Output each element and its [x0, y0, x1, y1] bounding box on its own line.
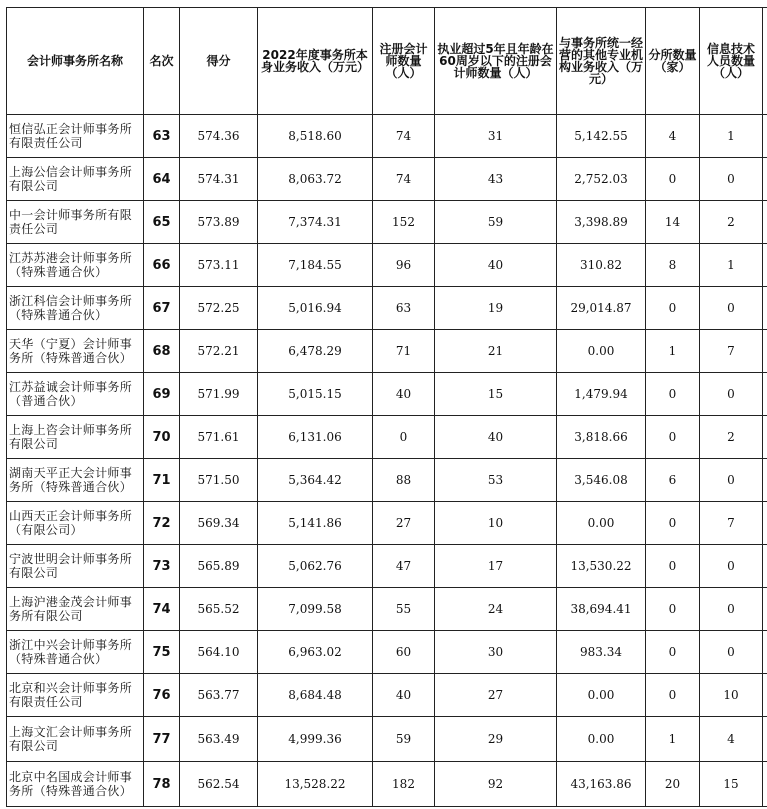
other-revenue-cell: 43,163.86: [557, 762, 646, 807]
firm-name-cell: 北京和兴会计师事务所有限责任公司: [7, 674, 144, 717]
firm-name-cell: 江苏益诚会计师事务所（普通合伙）: [7, 373, 144, 416]
cpa-count-cell: 152: [373, 201, 435, 244]
score-cell: 571.50: [180, 459, 258, 502]
senior-cpa-count-cell: 15: [435, 373, 557, 416]
senior-cpa-count-cell: 31: [435, 115, 557, 158]
cpa-count-cell: 182: [373, 762, 435, 807]
other-revenue-cell: 29,014.87: [557, 287, 646, 330]
score-cell: 574.31: [180, 158, 258, 201]
revenue-cell: 7,374.31: [258, 201, 373, 244]
other-revenue-cell: 3,818.66: [557, 416, 646, 459]
revenue-cell: 6,478.29: [258, 330, 373, 373]
score-cell: 574.36: [180, 115, 258, 158]
cpa-count-cell: 63: [373, 287, 435, 330]
col-header-rank: 名次: [144, 8, 180, 115]
score-cell: 571.61: [180, 416, 258, 459]
revenue-cell: 5,364.42: [258, 459, 373, 502]
revenue-cell: 5,016.94: [258, 287, 373, 330]
ranking-table: [6, 7, 767, 807]
truncated-cell: [763, 717, 767, 762]
other-revenue-cell: 3,546.08: [557, 459, 646, 502]
col-header-truncated: [763, 8, 767, 115]
rank-cell: 70: [144, 416, 180, 459]
it-staff-cell: 15: [700, 762, 763, 807]
firm-name-cell: 上海文汇会计师事务所有限公司: [7, 717, 144, 762]
branch-count-cell: 4: [646, 115, 700, 158]
other-revenue-cell: 0.00: [557, 502, 646, 545]
firm-name-cell: 浙江中兴会计师事务所（特殊普通合伙）: [7, 631, 144, 674]
table-row: [7, 373, 767, 416]
rank-cell: 76: [144, 674, 180, 717]
score-cell: 563.77: [180, 674, 258, 717]
score-cell: 564.10: [180, 631, 258, 674]
cpa-count-cell: 88: [373, 459, 435, 502]
score-cell: 565.89: [180, 545, 258, 588]
col-header-senior-cpa-count: 执业超过5年且年龄在60周岁以下的注册会计师数量（人）: [435, 8, 557, 115]
cpa-count-cell: 27: [373, 502, 435, 545]
truncated-cell: [763, 588, 767, 631]
rank-cell: 72: [144, 502, 180, 545]
rank-cell: 71: [144, 459, 180, 502]
revenue-cell: 8,063.72: [258, 158, 373, 201]
table-row: [7, 158, 767, 201]
senior-cpa-count-cell: 21: [435, 330, 557, 373]
rank-cell: 78: [144, 762, 180, 807]
truncated-cell: [763, 287, 767, 330]
branch-count-cell: 8: [646, 244, 700, 287]
revenue-cell: 5,015.15: [258, 373, 373, 416]
truncated-cell: [763, 330, 767, 373]
table-row: [7, 674, 767, 717]
branch-count-cell: 0: [646, 545, 700, 588]
other-revenue-cell: 0.00: [557, 330, 646, 373]
table-row: [7, 115, 767, 158]
truncated-cell: [763, 502, 767, 545]
it-staff-cell: 0: [700, 158, 763, 201]
col-header-score: 得分: [180, 8, 258, 115]
table-body: [7, 115, 767, 807]
col-header-other-revenue: 与事务所统一经营的其他专业机构业务收入（万元）: [557, 8, 646, 115]
senior-cpa-count-cell: 59: [435, 201, 557, 244]
it-staff-cell: 7: [700, 502, 763, 545]
rank-cell: 77: [144, 717, 180, 762]
table-row: [7, 631, 767, 674]
senior-cpa-count-cell: 92: [435, 762, 557, 807]
score-cell: 571.99: [180, 373, 258, 416]
branch-count-cell: 1: [646, 717, 700, 762]
it-staff-cell: 0: [700, 459, 763, 502]
it-staff-cell: 0: [700, 631, 763, 674]
rank-cell: 73: [144, 545, 180, 588]
senior-cpa-count-cell: 40: [435, 416, 557, 459]
branch-count-cell: 14: [646, 201, 700, 244]
score-cell: 572.25: [180, 287, 258, 330]
table-row: [7, 762, 767, 807]
table-row: [7, 287, 767, 330]
senior-cpa-count-cell: 43: [435, 158, 557, 201]
firm-name-cell: 上海上咨会计师事务所有限公司: [7, 416, 144, 459]
firm-name-cell: 北京中名国成会计师事务所（特殊普通合伙）: [7, 762, 144, 807]
other-revenue-cell: 3,398.89: [557, 201, 646, 244]
other-revenue-cell: 38,694.41: [557, 588, 646, 631]
it-staff-cell: 4: [700, 717, 763, 762]
branch-count-cell: 1: [646, 330, 700, 373]
rank-cell: 69: [144, 373, 180, 416]
revenue-cell: 6,963.02: [258, 631, 373, 674]
score-cell: 565.52: [180, 588, 258, 631]
other-revenue-cell: 5,142.55: [557, 115, 646, 158]
senior-cpa-count-cell: 30: [435, 631, 557, 674]
cpa-count-cell: 60: [373, 631, 435, 674]
col-header-cpa-count: 注册会计师数量（人）: [373, 8, 435, 115]
col-header-it-staff: 信息技术人员数量（人）: [700, 8, 763, 115]
rank-cell: 68: [144, 330, 180, 373]
branch-count-cell: 0: [646, 674, 700, 717]
rank-cell: 67: [144, 287, 180, 330]
it-staff-cell: 1: [700, 244, 763, 287]
truncated-cell: [763, 762, 767, 807]
cpa-count-cell: 40: [373, 373, 435, 416]
revenue-cell: 8,518.60: [258, 115, 373, 158]
other-revenue-cell: 0.00: [557, 674, 646, 717]
firm-name-cell: 上海沪港金茂会计师事务所有限公司: [7, 588, 144, 631]
truncated-cell: [763, 631, 767, 674]
firm-name-cell: 宁波世明会计师事务所有限公司: [7, 545, 144, 588]
branch-count-cell: 0: [646, 287, 700, 330]
table-row: [7, 330, 767, 373]
branch-count-cell: 0: [646, 588, 700, 631]
table-row: [7, 244, 767, 287]
table-row: [7, 416, 767, 459]
it-staff-cell: 2: [700, 201, 763, 244]
rank-cell: 63: [144, 115, 180, 158]
senior-cpa-count-cell: 53: [435, 459, 557, 502]
header-row: [7, 8, 767, 115]
revenue-cell: 5,141.86: [258, 502, 373, 545]
table-row: [7, 588, 767, 631]
it-staff-cell: 0: [700, 545, 763, 588]
score-cell: 573.11: [180, 244, 258, 287]
cpa-count-cell: 40: [373, 674, 435, 717]
revenue-cell: 5,062.76: [258, 545, 373, 588]
score-cell: 562.54: [180, 762, 258, 807]
revenue-cell: 6,131.06: [258, 416, 373, 459]
it-staff-cell: 10: [700, 674, 763, 717]
branch-count-cell: 6: [646, 459, 700, 502]
it-staff-cell: 2: [700, 416, 763, 459]
table-row: [7, 459, 767, 502]
senior-cpa-count-cell: 24: [435, 588, 557, 631]
cpa-count-cell: 47: [373, 545, 435, 588]
rank-cell: 74: [144, 588, 180, 631]
truncated-cell: [763, 201, 767, 244]
score-cell: 569.34: [180, 502, 258, 545]
firm-name-cell: 中一会计师事务所有限责任公司: [7, 201, 144, 244]
rank-cell: 75: [144, 631, 180, 674]
senior-cpa-count-cell: 19: [435, 287, 557, 330]
it-staff-cell: 1: [700, 115, 763, 158]
table-row: [7, 545, 767, 588]
truncated-cell: [763, 115, 767, 158]
cpa-count-cell: 74: [373, 158, 435, 201]
score-cell: 572.21: [180, 330, 258, 373]
truncated-cell: [763, 158, 767, 201]
rank-cell: 65: [144, 201, 180, 244]
table-row: [7, 502, 767, 545]
truncated-cell: [763, 416, 767, 459]
branch-count-cell: 0: [646, 631, 700, 674]
cpa-count-cell: 71: [373, 330, 435, 373]
senior-cpa-count-cell: 29: [435, 717, 557, 762]
other-revenue-cell: 2,752.03: [557, 158, 646, 201]
other-revenue-cell: 310.82: [557, 244, 646, 287]
cpa-count-cell: 55: [373, 588, 435, 631]
other-revenue-cell: 1,479.94: [557, 373, 646, 416]
it-staff-cell: 0: [700, 588, 763, 631]
score-cell: 573.89: [180, 201, 258, 244]
col-header-firm-name: 会计师事务所名称: [7, 8, 144, 115]
branch-count-cell: 0: [646, 416, 700, 459]
firm-name-cell: 江苏苏港会计师事务所（特殊普通合伙）: [7, 244, 144, 287]
firm-name-cell: 天华（宁夏）会计师事务所（特殊普通合伙）: [7, 330, 144, 373]
revenue-cell: 8,684.48: [258, 674, 373, 717]
revenue-cell: 7,099.58: [258, 588, 373, 631]
branch-count-cell: 0: [646, 373, 700, 416]
revenue-cell: 4,999.36: [258, 717, 373, 762]
other-revenue-cell: 983.34: [557, 631, 646, 674]
firm-name-cell: 恒信弘正会计师事务所有限责任公司: [7, 115, 144, 158]
col-header-branch-count: 分所数量（家）: [646, 8, 700, 115]
it-staff-cell: 0: [700, 287, 763, 330]
revenue-cell: 13,528.22: [258, 762, 373, 807]
cpa-count-cell: 59: [373, 717, 435, 762]
other-revenue-cell: 0.00: [557, 717, 646, 762]
truncated-cell: [763, 373, 767, 416]
rank-cell: 66: [144, 244, 180, 287]
truncated-cell: [763, 674, 767, 717]
col-header-revenue: 2022年度事务所本身业务收入（万元）: [258, 8, 373, 115]
senior-cpa-count-cell: 27: [435, 674, 557, 717]
senior-cpa-count-cell: 10: [435, 502, 557, 545]
it-staff-cell: 7: [700, 330, 763, 373]
truncated-cell: [763, 459, 767, 502]
cpa-count-cell: 74: [373, 115, 435, 158]
senior-cpa-count-cell: 17: [435, 545, 557, 588]
table-row: [7, 717, 767, 762]
firm-name-cell: 上海公信会计师事务所有限公司: [7, 158, 144, 201]
firm-name-cell: 湖南天平正大会计师事务所（特殊普通合伙）: [7, 459, 144, 502]
branch-count-cell: 0: [646, 502, 700, 545]
firm-name-cell: 浙江科信会计师事务所（特殊普通合伙）: [7, 287, 144, 330]
other-revenue-cell: 13,530.22: [557, 545, 646, 588]
truncated-cell: [763, 244, 767, 287]
revenue-cell: 7,184.55: [258, 244, 373, 287]
table-row: [7, 201, 767, 244]
branch-count-cell: 0: [646, 158, 700, 201]
cpa-count-cell: 96: [373, 244, 435, 287]
cpa-count-cell: 0: [373, 416, 435, 459]
senior-cpa-count-cell: 40: [435, 244, 557, 287]
score-cell: 563.49: [180, 717, 258, 762]
branch-count-cell: 20: [646, 762, 700, 807]
it-staff-cell: 0: [700, 373, 763, 416]
truncated-cell: [763, 545, 767, 588]
rank-cell: 64: [144, 158, 180, 201]
firm-name-cell: 山西天正会计师事务所（有限公司）: [7, 502, 144, 545]
